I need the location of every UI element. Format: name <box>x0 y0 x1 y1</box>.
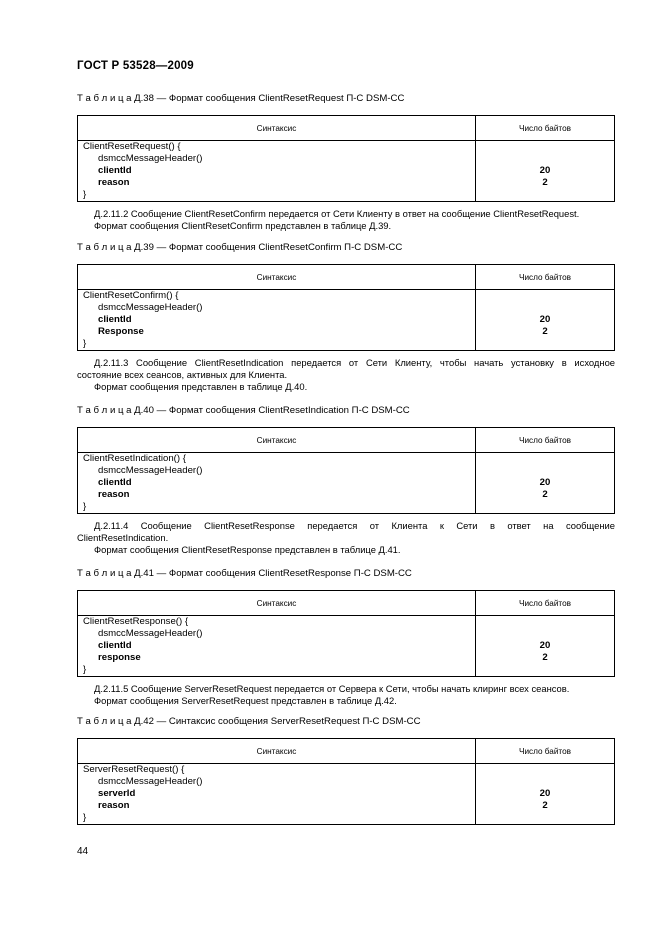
syntax-cell <box>78 290 476 351</box>
table-body-row <box>78 453 615 514</box>
bytes-cell <box>476 453 615 514</box>
table-header-row <box>78 428 615 453</box>
syntax-field: clientId <box>98 477 132 488</box>
byte-count: 20 <box>539 165 551 176</box>
syntax-field: Response <box>98 326 144 337</box>
syntax-cell <box>78 764 476 825</box>
byte-count: 20 <box>539 640 551 651</box>
table-header-row <box>78 739 615 764</box>
paragraph-d2-11-2 <box>77 208 615 232</box>
syntax-cell <box>78 616 476 677</box>
table-caption-d41: Т а б л и ц а Д.41 — Формат сообщения ClientResetResponse П-С DSM-CC <box>77 568 412 579</box>
bytes-column-header: Число байтов <box>476 116 615 141</box>
syntax-header-field: dsmccMessageHeader() <box>98 302 203 313</box>
syntax-close: } <box>83 501 87 512</box>
bytes-cell <box>476 616 615 677</box>
syntax-field: clientId <box>98 640 132 651</box>
byte-count: 20 <box>539 477 551 488</box>
syntax-column-header: Синтаксис <box>78 265 476 290</box>
bytes-cell <box>476 290 615 351</box>
bytes-column-header: Число байтов <box>476 739 615 764</box>
syntax-cell <box>78 453 476 514</box>
bytes-column-header: Число байтов <box>476 428 615 453</box>
paragraph-line: Д.2.11.4 Сообщение ClientResetResponse передается от Клиента к Сети в ответ на сообщение <box>94 520 615 531</box>
syntax-open: ClientResetIndication() { <box>83 453 186 464</box>
table-caption-d42: Т а б л и ц а Д.42 — Синтаксис сообщения ServerResetRequest П-С DSM-CC <box>77 716 421 727</box>
byte-count: 2 <box>542 177 548 188</box>
table-d41 <box>77 590 615 677</box>
syntax-field: clientId <box>98 165 132 176</box>
paragraph-line: Д.2.11.2 Сообщение ClientResetConfirm передается от Сети Клиенту в ответ на сообщение ClientResetRequest. <box>94 208 580 219</box>
byte-count: 20 <box>539 314 551 325</box>
syntax-close: } <box>83 812 87 823</box>
syntax-close: } <box>83 189 87 200</box>
paragraph-d2-11-3 <box>77 357 615 394</box>
syntax-field: response <box>98 652 141 663</box>
paragraph-line: Формат сообщения ServerResetRequest представлен в таблице Д.42. <box>94 695 397 707</box>
paragraph-line: ClientResetIndication. <box>77 532 169 544</box>
syntax-cell <box>78 141 476 202</box>
table-body-row <box>78 290 615 351</box>
paragraph-line: Формат сообщения ClientResetConfirm представлен в таблице Д.39. <box>94 220 392 232</box>
byte-count: 2 <box>542 326 548 337</box>
page-number: 44 <box>77 846 89 857</box>
table-d42 <box>77 738 615 825</box>
syntax-open: ClientResetResponse() { <box>83 616 189 627</box>
syntax-field: serverId <box>98 788 136 799</box>
bytes-column-header: Число байтов <box>476 591 615 616</box>
syntax-close: } <box>83 664 87 675</box>
paragraph-d2-11-5 <box>77 683 615 707</box>
paragraph-line: Формат сообщения ClientResetResponse представлен в таблице Д.41. <box>94 544 401 556</box>
syntax-open: ServerResetRequest() { <box>83 764 185 775</box>
table-caption-d39: Т а б л и ц а Д.39 — Формат сообщения ClientResetConfirm П-С DSM-CC <box>77 242 403 253</box>
table-caption-d40: Т а б л и ц а Д.40 — Формат сообщения ClientResetIndication П-С DSM-CC <box>77 405 410 416</box>
paragraph-line: состояние всех сеансов, активных для Клиента. <box>77 369 288 381</box>
table-header-row <box>78 116 615 141</box>
syntax-column-header: Синтаксис <box>78 428 476 453</box>
bytes-cell <box>476 764 615 825</box>
document-header: ГОСТ Р 53528—2009 <box>77 60 194 72</box>
table-d40 <box>77 427 615 514</box>
table-caption-d38: Т а б л и ц а Д.38 — Формат сообщения ClientResetRequest П-С DSM-CC <box>77 93 405 104</box>
syntax-column-header: Синтаксис <box>78 739 476 764</box>
paragraph-line: Д.2.11.5 Сообщение ServerResetRequest передается от Сервера к Сети, чтобы начать клиринг всех сеансов. <box>94 683 570 694</box>
syntax-field: reason <box>98 800 130 811</box>
byte-count: 2 <box>542 489 548 500</box>
paragraph-line: Формат сообщения представлен в таблице Д.40. <box>94 381 308 393</box>
table-d38 <box>77 115 615 202</box>
syntax-column-header: Синтаксис <box>78 591 476 616</box>
syntax-open: ClientResetRequest() { <box>83 141 181 152</box>
syntax-header-field: dsmccMessageHeader() <box>98 628 203 639</box>
syntax-header-field: dsmccMessageHeader() <box>98 776 203 787</box>
syntax-header-field: dsmccMessageHeader() <box>98 153 203 164</box>
syntax-column-header: Синтаксис <box>78 116 476 141</box>
syntax-header-field: dsmccMessageHeader() <box>98 465 203 476</box>
byte-count: 20 <box>539 788 551 799</box>
syntax-field: reason <box>98 177 130 188</box>
table-d39 <box>77 264 615 351</box>
byte-count: 2 <box>542 652 548 663</box>
byte-count: 2 <box>542 800 548 811</box>
paragraph-d2-11-4 <box>77 520 615 557</box>
table-body-row <box>78 764 615 825</box>
syntax-open: ClientResetConfirm() { <box>83 290 179 301</box>
table-body-row <box>78 616 615 677</box>
table-body-row <box>78 141 615 202</box>
syntax-field: reason <box>98 489 130 500</box>
syntax-close: } <box>83 338 87 349</box>
table-header-row <box>78 591 615 616</box>
table-header-row <box>78 265 615 290</box>
bytes-cell <box>476 141 615 202</box>
paragraph-line: Д.2.11.3 Сообщение ClientResetIndication передается от Сети Клиенту, чтобы начать установку в исходное <box>94 357 615 368</box>
bytes-column-header: Число байтов <box>476 265 615 290</box>
syntax-field: clientId <box>98 314 132 325</box>
